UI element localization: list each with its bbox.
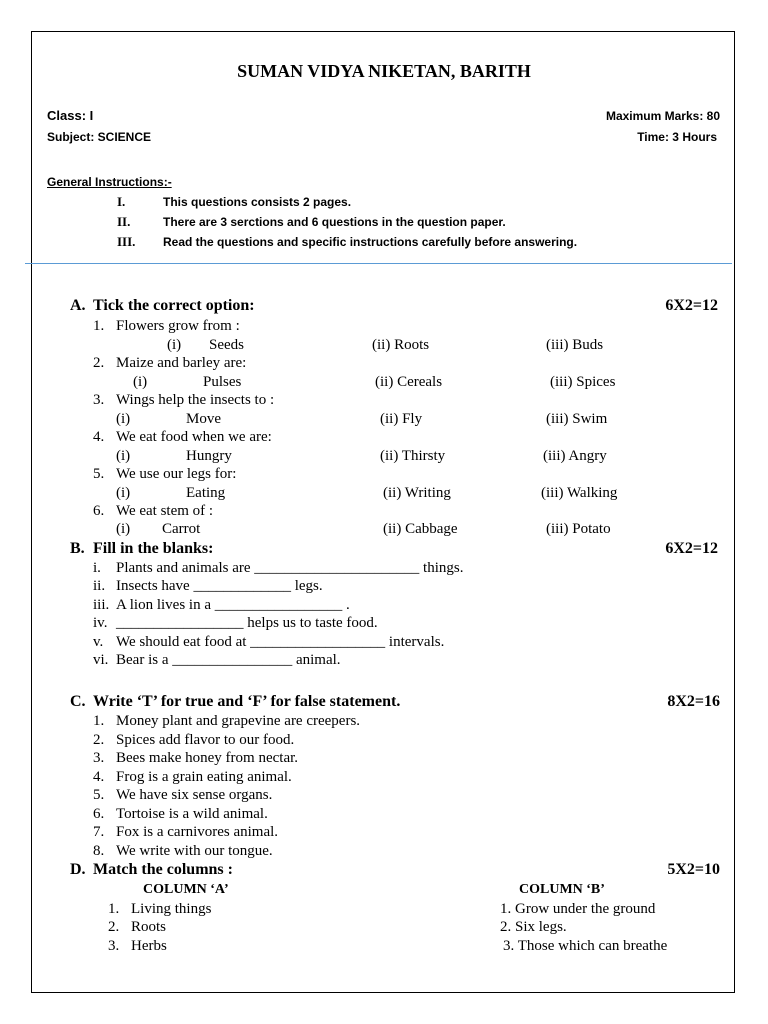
section-d-title: Match the columns : — [93, 861, 233, 878]
question-text: Bees make honey from nectar. — [116, 750, 299, 766]
option-1: Move — [186, 411, 221, 427]
question-text: Bear is a ________________ animal. — [116, 652, 341, 668]
question-num: 2. — [93, 732, 105, 748]
question-num: 8. — [93, 843, 105, 859]
question-text: We eat food when we are: — [116, 429, 272, 445]
question-text: We have six sense organs. — [116, 787, 273, 803]
instruction-text: This questions consists 2 pages. — [163, 195, 352, 209]
section-b-letter: B. — [70, 540, 85, 557]
question-num: iv. — [93, 615, 108, 631]
column-a-num: 3. — [108, 938, 120, 954]
time-allowed: Time: 3 Hours — [637, 130, 717, 144]
instructions-heading: General Instructions:- — [47, 175, 172, 189]
section-b-title: Fill in the blanks: — [93, 540, 214, 557]
section-c-marks: 8X2=16 — [667, 693, 720, 710]
question-text: Wings help the insects to : — [116, 392, 275, 408]
option-3: (iii) Potato — [546, 521, 611, 537]
question-num: 3. — [93, 392, 105, 408]
question-num: vi. — [93, 652, 109, 668]
question-num: 6. — [93, 806, 105, 822]
option-2: (ii) Roots — [372, 337, 430, 353]
question-num: 5. — [93, 466, 105, 482]
question-num: 1. — [93, 713, 105, 729]
column-a-item: Roots — [131, 919, 167, 935]
question-text: Money plant and grapevine are creepers. — [116, 713, 361, 729]
option-1: Seeds — [209, 337, 244, 353]
question-num: 7. — [93, 824, 105, 840]
column-a-item: Herbs — [131, 938, 167, 954]
option-1: Eating — [186, 485, 226, 501]
option-num: (i) — [116, 448, 131, 464]
question-text: A lion lives in a _________________ . — [116, 597, 350, 613]
option-2: (ii) Cabbage — [383, 521, 458, 537]
question-text: Flowers grow from : — [116, 318, 240, 334]
option-num: (i) — [116, 521, 131, 537]
max-marks: Maximum Marks: 80 — [605, 109, 720, 123]
section-d-marks: 5X2=10 — [667, 861, 720, 878]
question-num: ii. — [93, 578, 106, 594]
question-text: Plants and animals are ______________________ things. — [116, 560, 464, 576]
question-text: Maize and barley are: — [116, 355, 247, 371]
option-1: Carrot — [162, 521, 201, 537]
column-b-heading: COLUMN ‘B’ — [519, 882, 605, 897]
question-num: 4. — [93, 429, 105, 445]
question-num: 1. — [93, 318, 105, 334]
question-num: 6. — [93, 503, 105, 519]
option-1: Hungry — [186, 448, 232, 464]
question-text: _________________ helps us to taste food. — [116, 615, 378, 631]
column-b-item: 2. Six legs. — [500, 919, 567, 935]
section-a-marks: 6X2=12 — [665, 297, 718, 314]
instruction-num: I. — [117, 194, 126, 209]
divider-line — [25, 263, 732, 264]
question-text: Insects have _____________ legs. — [116, 578, 323, 594]
column-b-item: 3. Those which can breathe — [503, 938, 668, 954]
question-num: iii. — [93, 597, 110, 613]
section-a-letter: A. — [70, 297, 86, 314]
option-3: (iii) Walking — [541, 485, 618, 501]
question-text: Frog is a grain eating animal. — [116, 769, 292, 785]
column-b-item: 1. Grow under the ground — [500, 901, 656, 917]
option-1: Pulses — [203, 374, 242, 390]
question-text: We should eat food at __________________ intervals. — [116, 634, 445, 650]
option-num: (i) — [116, 485, 131, 501]
section-a-title: Tick the correct option: — [93, 297, 255, 314]
column-a-item: Living things — [131, 901, 212, 917]
option-2: (ii) Thirsty — [380, 448, 446, 464]
option-3: (iii) Spices — [550, 374, 616, 390]
section-c-letter: C. — [70, 693, 86, 710]
instruction-text: Read the questions and specific instructions carefully before answering. — [163, 235, 578, 249]
class-label: Class: I — [47, 108, 94, 123]
option-num: (i) — [116, 411, 131, 427]
school-title: SUMAN VIDYA NIKETAN, BARITH — [237, 61, 531, 81]
option-num: (i) — [133, 374, 148, 390]
question-num: i. — [93, 560, 101, 576]
option-3: (iii) Swim — [546, 411, 608, 427]
question-text: We write with our tongue. — [116, 843, 273, 859]
option-2: (ii) Writing — [383, 485, 451, 501]
option-3: (iii) Angry — [543, 448, 607, 464]
option-2: (ii) Cereals — [375, 374, 443, 390]
column-a-num: 2. — [108, 919, 120, 935]
section-d-letter: D. — [70, 861, 86, 878]
column-a-heading: COLUMN ‘A’ — [143, 882, 229, 897]
column-a-num: 1. — [108, 901, 120, 917]
question-num: 2. — [93, 355, 105, 371]
option-2: (ii) Fly — [380, 411, 423, 427]
question-text: We use our legs for: — [116, 466, 237, 482]
instruction-num: II. — [117, 214, 131, 229]
option-num: (i) — [167, 337, 182, 353]
question-text: Fox is a carnivores animal. — [116, 824, 279, 840]
instruction-text: There are 3 serctions and 6 questions in the question paper. — [163, 215, 506, 229]
question-num: 3. — [93, 750, 105, 766]
question-text: Spices add flavor to our food. — [116, 732, 295, 748]
question-text: Tortoise is a wild animal. — [116, 806, 268, 822]
question-text: We eat stem of : — [116, 503, 214, 519]
option-3: (iii) Buds — [546, 337, 604, 353]
section-b-marks: 6X2=12 — [665, 540, 718, 557]
section-c-title: Write ‘T’ for true and ‘F’ for false statement. — [93, 693, 401, 710]
subject-label: Subject: SCIENCE — [47, 130, 152, 144]
question-num: 5. — [93, 787, 105, 803]
question-num: 4. — [93, 769, 105, 785]
question-num: v. — [93, 634, 104, 650]
instruction-num: III. — [117, 234, 136, 249]
